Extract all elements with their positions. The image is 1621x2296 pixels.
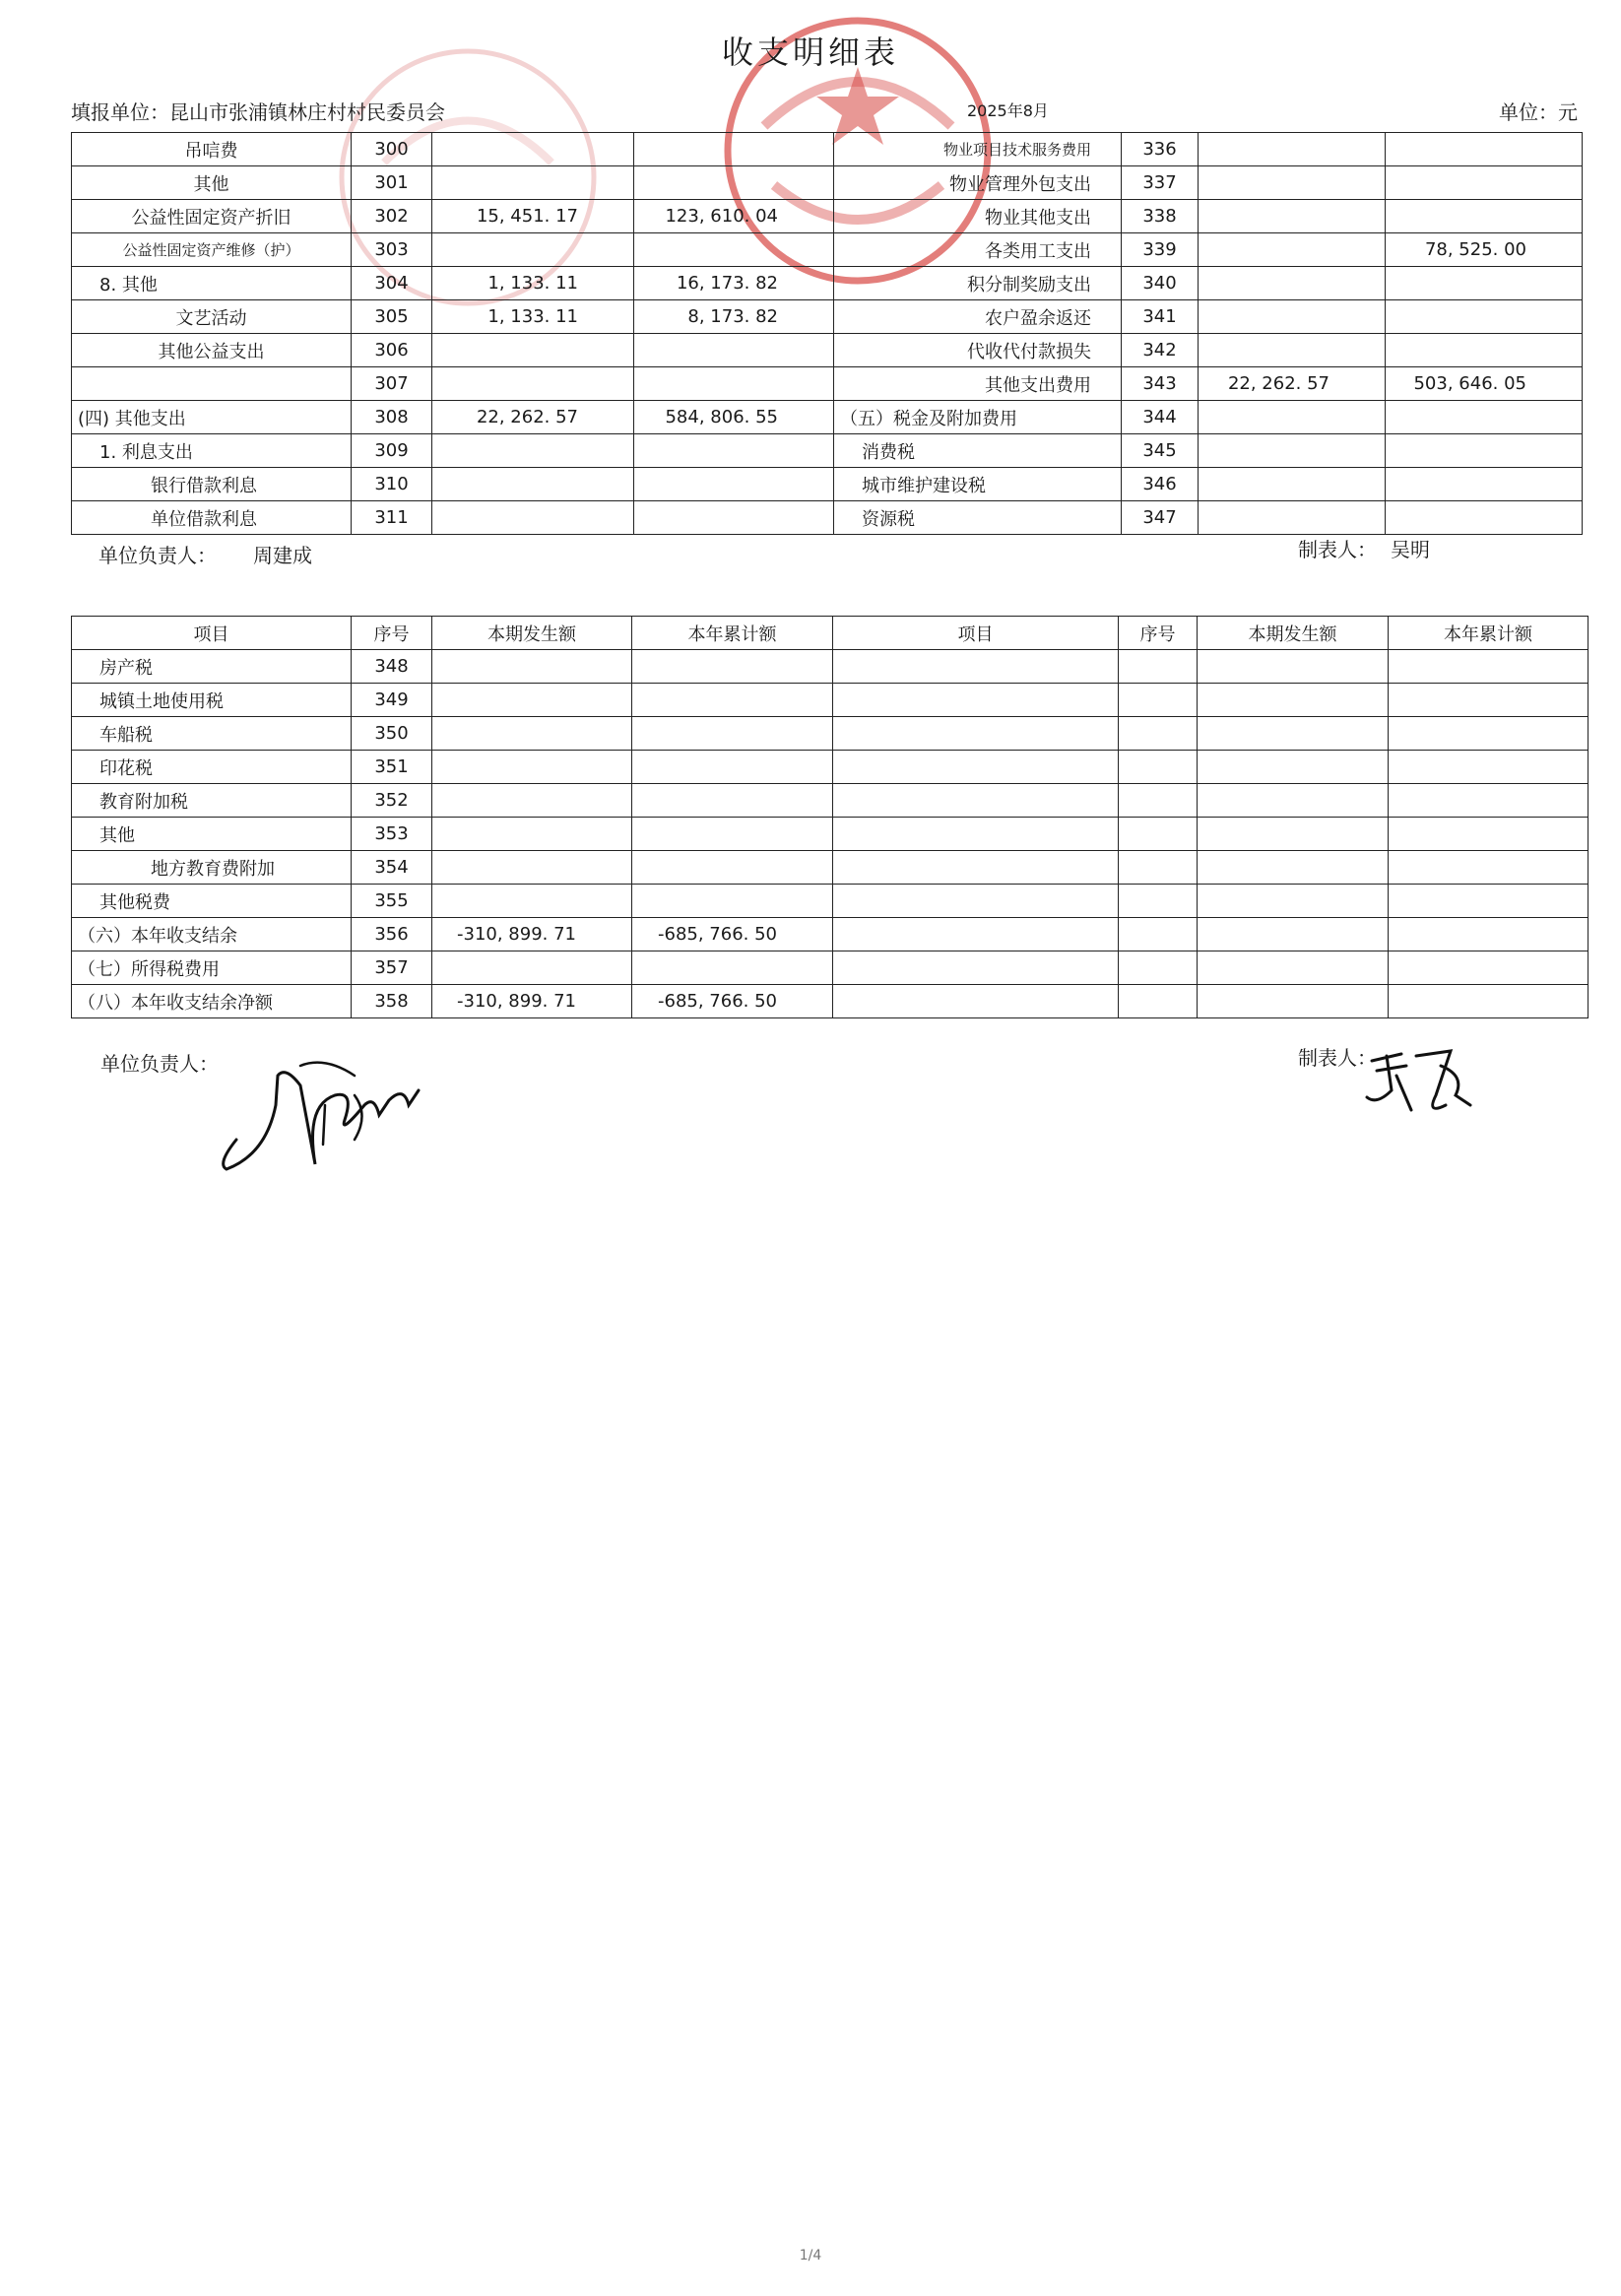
row-ytd-left <box>634 434 834 468</box>
empty-cell <box>1389 885 1589 918</box>
row-ytd-left <box>634 501 834 535</box>
row-ytd <box>632 885 833 918</box>
table-row <box>72 166 1583 200</box>
row-seq: 351 <box>352 751 432 784</box>
row-item-right: 代收代付款损失 <box>834 334 1122 367</box>
empty-cell <box>833 818 1119 851</box>
row-item-right: 资源税 <box>834 501 1122 535</box>
page-title: 收支明细表 <box>721 33 899 71</box>
row-ytd-right <box>1386 501 1583 535</box>
row-seq-right: 336 <box>1122 133 1199 166</box>
row-seq: 348 <box>352 650 432 684</box>
row-item-right: 城市维护建设税 <box>834 468 1122 501</box>
row-item: 教育附加税 <box>72 784 352 818</box>
row-ytd-right <box>1386 267 1583 300</box>
row-current-left: 1, 133. 11 <box>432 300 634 334</box>
row-seq-right: 340 <box>1122 267 1199 300</box>
row-seq-left: 308 <box>352 401 432 434</box>
row-seq-left: 310 <box>352 468 432 501</box>
row-seq-left: 307 <box>352 367 432 401</box>
row-ytd <box>632 784 833 818</box>
row-item-left: 公益性固定资产折旧 <box>72 200 352 233</box>
table-row <box>72 717 1589 751</box>
row-current-left: 22, 262. 57 <box>432 401 634 434</box>
row-item: 印花税 <box>72 751 352 784</box>
row-ytd <box>632 650 833 684</box>
empty-cell <box>1198 684 1389 717</box>
table-row <box>72 468 1583 501</box>
row-item-left: 其他公益支出 <box>72 334 352 367</box>
empty-cell <box>1119 885 1198 918</box>
empty-cell <box>1389 851 1589 885</box>
row-seq-right: 339 <box>1122 233 1199 267</box>
empty-cell <box>1198 717 1389 751</box>
row-seq-right: 345 <box>1122 434 1199 468</box>
row-seq-right: 341 <box>1122 300 1199 334</box>
empty-cell <box>1119 918 1198 951</box>
row-current-right <box>1199 401 1386 434</box>
report-header <box>71 97 1578 124</box>
table-row <box>72 501 1583 535</box>
empty-cell <box>833 784 1119 818</box>
row-current-left: 15, 451. 17 <box>432 200 634 233</box>
col-header-current: 本期发生额 <box>432 617 632 650</box>
row-item: （八）本年收支结余净额 <box>72 985 352 1018</box>
empty-cell <box>1198 918 1389 951</box>
row-current: -310, 899. 71 <box>432 918 632 951</box>
row-current <box>432 818 632 851</box>
col-header-seq-right: 序号 <box>1119 617 1198 650</box>
col-header-ytd-right: 本年累计额 <box>1389 617 1589 650</box>
empty-cell <box>1198 751 1389 784</box>
row-ytd-right <box>1386 334 1583 367</box>
empty-cell <box>1119 851 1198 885</box>
row-ytd <box>632 684 833 717</box>
table-row <box>72 367 1583 401</box>
row-item-left <box>72 367 352 401</box>
empty-cell <box>1119 784 1198 818</box>
row-current-right <box>1199 133 1386 166</box>
row-seq-left: 306 <box>352 334 432 367</box>
row-ytd <box>632 717 833 751</box>
row-seq-left: 305 <box>352 300 432 334</box>
row-current-left <box>432 334 634 367</box>
row-ytd-right <box>1386 133 1583 166</box>
row-ytd-right: 503, 646. 05 <box>1386 367 1583 401</box>
row-item: （七）所得税费用 <box>72 951 352 985</box>
empty-cell <box>1389 717 1589 751</box>
table-row <box>72 133 1583 166</box>
row-seq-right: 346 <box>1122 468 1199 501</box>
table-header-row <box>72 617 1589 650</box>
empty-cell <box>833 851 1119 885</box>
row-item: 其他 <box>72 818 352 851</box>
table-row <box>72 267 1583 300</box>
empty-cell <box>1389 751 1589 784</box>
maker-label-1: 制表人： <box>1298 538 1377 561</box>
empty-cell <box>1198 784 1389 818</box>
row-current <box>432 784 632 818</box>
empty-cell <box>1198 851 1389 885</box>
empty-cell <box>1198 818 1389 851</box>
row-item-right: 其他支出费用 <box>834 367 1122 401</box>
row-seq-left: 301 <box>352 166 432 200</box>
row-current <box>432 751 632 784</box>
row-current-right <box>1199 233 1386 267</box>
row-seq-left: 302 <box>352 200 432 233</box>
row-seq-left: 304 <box>352 267 432 300</box>
row-item-right: 农户盈余返还 <box>834 300 1122 334</box>
row-ytd-right: 78, 525. 00 <box>1386 233 1583 267</box>
row-seq-right: 337 <box>1122 166 1199 200</box>
row-ytd <box>632 851 833 885</box>
leader-label-2: 单位负责人： <box>100 1052 219 1076</box>
row-seq: 355 <box>352 885 432 918</box>
maker-signature <box>1357 1036 1485 1125</box>
row-item: 车船税 <box>72 717 352 751</box>
row-seq-right: 347 <box>1122 501 1199 535</box>
row-current <box>432 717 632 751</box>
empty-cell <box>1119 951 1198 985</box>
expense-table-upper <box>71 132 1583 535</box>
row-item-right: 积分制奖励支出 <box>834 267 1122 300</box>
row-ytd: -685, 766. 50 <box>632 918 833 951</box>
row-seq: 356 <box>352 918 432 951</box>
row-seq-left: 300 <box>352 133 432 166</box>
row-current-right <box>1199 200 1386 233</box>
table-row <box>72 951 1589 985</box>
tax-table-lower <box>71 616 1589 1018</box>
row-seq-left: 309 <box>352 434 432 468</box>
row-current-right <box>1199 468 1386 501</box>
row-ytd-left <box>634 233 834 267</box>
row-ytd-right <box>1386 300 1583 334</box>
row-seq: 353 <box>352 818 432 851</box>
row-seq: 350 <box>352 717 432 751</box>
row-current <box>432 851 632 885</box>
row-ytd-left: 123, 610. 04 <box>634 200 834 233</box>
row-seq: 358 <box>352 985 432 1018</box>
row-ytd-left: 8, 173. 82 <box>634 300 834 334</box>
row-seq-right: 338 <box>1122 200 1199 233</box>
row-current-left: 1, 133. 11 <box>432 267 634 300</box>
empty-cell <box>1119 818 1198 851</box>
row-current-right <box>1199 434 1386 468</box>
reporting-unit: 填报单位：昆山市张浦镇林庄村村民委员会 <box>71 100 445 124</box>
table-row <box>72 334 1583 367</box>
row-ytd-left <box>634 133 834 166</box>
page-number: 1/4 <box>799 2248 822 2263</box>
empty-cell <box>833 885 1119 918</box>
row-item-left: 8. 其他 <box>72 267 352 300</box>
row-current-left <box>432 434 634 468</box>
row-current-right <box>1199 300 1386 334</box>
row-item-right: （五）税金及附加费用 <box>834 401 1122 434</box>
row-ytd-right <box>1386 434 1583 468</box>
empty-cell <box>1389 951 1589 985</box>
leader-name-1: 周建成 <box>253 544 312 567</box>
empty-cell <box>1198 951 1389 985</box>
empty-cell <box>1119 751 1198 784</box>
empty-cell <box>833 751 1119 784</box>
row-seq: 349 <box>352 684 432 717</box>
empty-cell <box>833 918 1119 951</box>
row-current-right: 22, 262. 57 <box>1199 367 1386 401</box>
row-ytd <box>632 751 833 784</box>
empty-cell <box>1389 650 1589 684</box>
row-item-left: (四) 其他支出 <box>72 401 352 434</box>
table-row <box>72 751 1589 784</box>
empty-cell <box>1389 818 1589 851</box>
col-header-ytd: 本年累计额 <box>632 617 833 650</box>
leader-label-1: 单位负责人： <box>98 544 217 567</box>
row-current-right <box>1199 166 1386 200</box>
report-date: 2025年8月 <box>967 101 1049 120</box>
leader-signature <box>207 1046 443 1179</box>
row-item-right: 物业其他支出 <box>834 200 1122 233</box>
row-ytd <box>632 951 833 985</box>
empty-cell <box>1389 784 1589 818</box>
row-ytd-right <box>1386 166 1583 200</box>
table-row <box>72 851 1589 885</box>
col-header-seq: 序号 <box>352 617 432 650</box>
empty-cell <box>1119 650 1198 684</box>
row-ytd-right <box>1386 401 1583 434</box>
table-row <box>72 233 1583 267</box>
currency-unit: 单位：元 <box>1499 100 1578 124</box>
row-item-left: 吊唁费 <box>72 133 352 166</box>
row-item-left: 文艺活动 <box>72 300 352 334</box>
row-seq-right: 342 <box>1122 334 1199 367</box>
row-current-right <box>1199 267 1386 300</box>
row-item-right: 各类用工支出 <box>834 233 1122 267</box>
row-ytd-right <box>1386 200 1583 233</box>
table-row <box>72 650 1589 684</box>
empty-cell <box>833 951 1119 985</box>
table-row <box>72 401 1583 434</box>
row-current-right <box>1199 501 1386 535</box>
empty-cell <box>833 684 1119 717</box>
row-current: -310, 899. 71 <box>432 985 632 1018</box>
row-current <box>432 951 632 985</box>
empty-cell <box>1389 684 1589 717</box>
row-ytd-left <box>634 334 834 367</box>
row-seq: 357 <box>352 951 432 985</box>
col-header-current-right: 本期发生额 <box>1198 617 1389 650</box>
table-row <box>72 200 1583 233</box>
row-ytd: -685, 766. 50 <box>632 985 833 1018</box>
maker-label-2: 制表人： <box>1298 1046 1377 1070</box>
row-ytd-left: 16, 173. 82 <box>634 267 834 300</box>
row-item: 地方教育费附加 <box>72 851 352 885</box>
empty-cell <box>1198 985 1389 1018</box>
table-row <box>72 784 1589 818</box>
row-current-left <box>432 367 634 401</box>
empty-cell <box>1389 985 1589 1018</box>
row-current <box>432 684 632 717</box>
empty-cell <box>1119 717 1198 751</box>
row-item-left: 单位借款利息 <box>72 501 352 535</box>
row-current-left <box>432 501 634 535</box>
table-row <box>72 684 1589 717</box>
empty-cell <box>833 985 1119 1018</box>
empty-cell <box>1198 885 1389 918</box>
row-seq: 352 <box>352 784 432 818</box>
row-current-left <box>432 166 634 200</box>
table-row <box>72 818 1589 851</box>
row-ytd-left <box>634 166 834 200</box>
row-current <box>432 650 632 684</box>
row-item-left: 1. 利息支出 <box>72 434 352 468</box>
row-seq: 354 <box>352 851 432 885</box>
row-ytd-right <box>1386 468 1583 501</box>
row-ytd-left <box>634 367 834 401</box>
row-ytd-left: 584, 806. 55 <box>634 401 834 434</box>
row-current-right <box>1199 334 1386 367</box>
row-item-right: 消费税 <box>834 434 1122 468</box>
row-seq-left: 303 <box>352 233 432 267</box>
row-item: （六）本年收支结余 <box>72 918 352 951</box>
empty-cell <box>1198 650 1389 684</box>
empty-cell <box>833 717 1119 751</box>
col-header-item: 项目 <box>72 617 352 650</box>
row-item-left: 公益性固定资产维修（护） <box>72 233 352 267</box>
row-item-left: 其他 <box>72 166 352 200</box>
row-current <box>432 885 632 918</box>
empty-cell <box>1389 918 1589 951</box>
row-ytd <box>632 818 833 851</box>
row-item-right: 物业管理外包支出 <box>834 166 1122 200</box>
row-current-left <box>432 468 634 501</box>
empty-cell <box>1119 985 1198 1018</box>
row-item-left: 银行借款利息 <box>72 468 352 501</box>
table-row <box>72 985 1589 1018</box>
row-seq-right: 344 <box>1122 401 1199 434</box>
row-item: 房产税 <box>72 650 352 684</box>
row-item: 城镇土地使用税 <box>72 684 352 717</box>
row-current-left <box>432 133 634 166</box>
table-row <box>72 885 1589 918</box>
row-seq-right: 343 <box>1122 367 1199 401</box>
row-current-left <box>432 233 634 267</box>
row-item: 其他税费 <box>72 885 352 918</box>
table-row <box>72 300 1583 334</box>
row-seq-left: 311 <box>352 501 432 535</box>
row-item-right: 物业项目技术服务费用 <box>834 133 1122 166</box>
maker-name-1: 吴明 <box>1391 538 1430 561</box>
col-header-item-right: 项目 <box>833 617 1119 650</box>
table-row <box>72 918 1589 951</box>
empty-cell <box>833 650 1119 684</box>
table-row <box>72 434 1583 468</box>
empty-cell <box>1119 684 1198 717</box>
row-ytd-left <box>634 468 834 501</box>
